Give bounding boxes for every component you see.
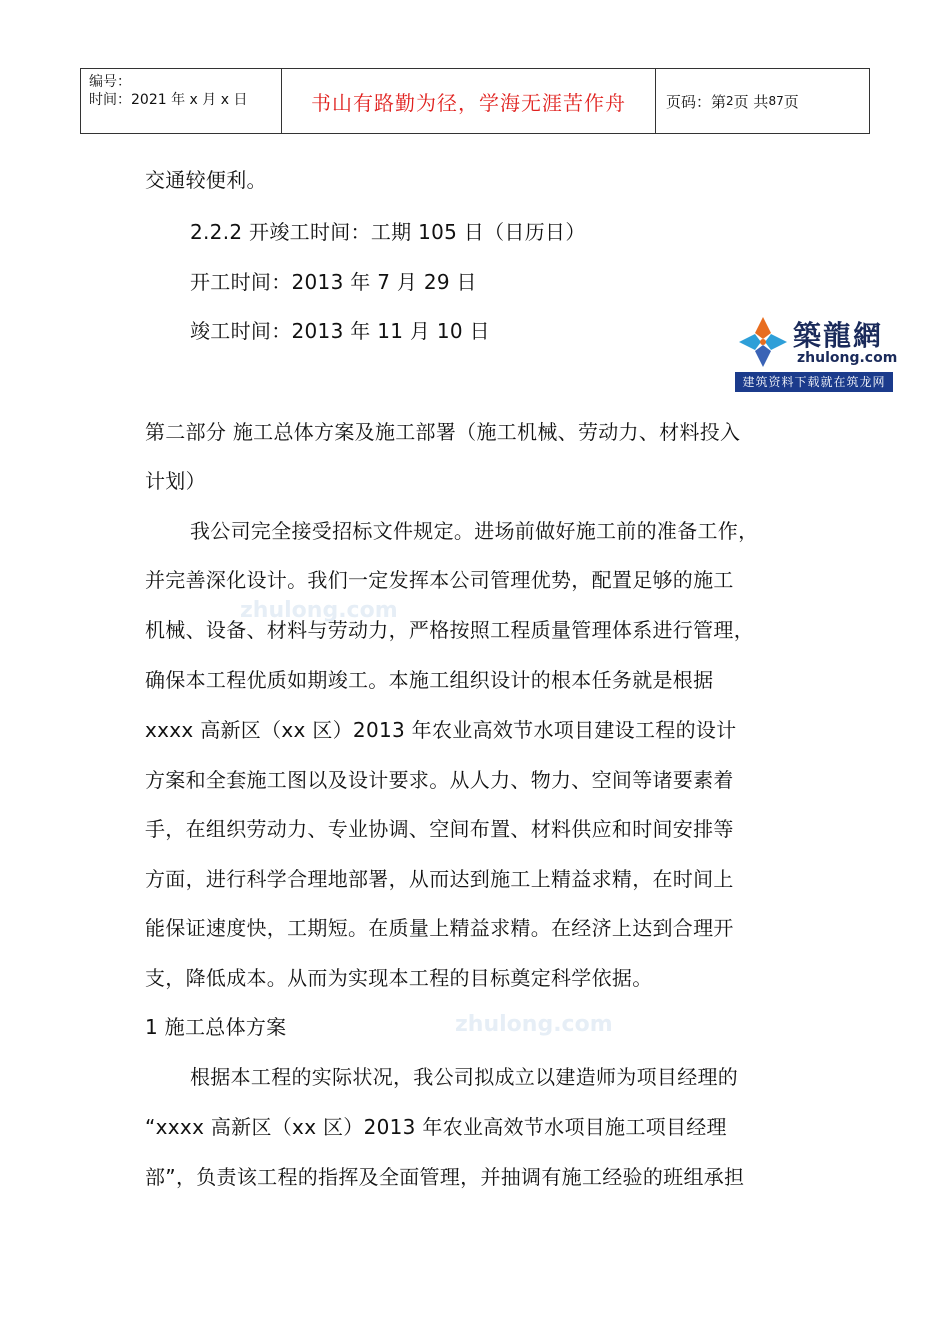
motto-cell xyxy=(282,69,656,133)
page-prefix: 页码：第 xyxy=(666,92,727,111)
body-line: 部”，负责该工程的指挥及全面管理，并抽调有施工经验的班组承担 xyxy=(145,1165,745,1189)
body-line: 机械、设备、材料与劳动力，严格按照工程质量管理体系进行管理， xyxy=(145,618,754,642)
section-heading: 第二部分 施工总体方案及施工部署（施工机械、劳动力、材料投入 xyxy=(145,420,741,444)
body-line: 2.2.2 开竣工时间：工期 105 日（日历日） xyxy=(190,220,586,244)
body-line: 交通较便利。 xyxy=(145,168,267,192)
serial-label: 编号： xyxy=(89,74,131,90)
logo-band: 建筑资料下载就在筑龙网 xyxy=(735,372,893,392)
body-line: “xxxx 高新区（xx 区）2013 年农业高效节水项目施工项目经理 xyxy=(145,1115,727,1139)
body-line: 支，降低成本。从而为实现本工程的目标奠定科学依据。 xyxy=(145,966,653,990)
time-label: 时间：2021 年 x 月 x 日 xyxy=(89,92,248,108)
motto-text: 书山有路勤为径，学海无涯苦作舟 xyxy=(311,90,626,115)
body-line: 方面，进行科学合理地部署，从而达到施工上精益求精，在时间上 xyxy=(145,867,734,891)
body-line: 竣工时间：2013 年 11 月 10 日 xyxy=(190,319,490,343)
zhulong-logo xyxy=(735,312,898,392)
logo-english: zhulong.com xyxy=(797,350,898,366)
logo-emblem-icon xyxy=(735,313,791,371)
section-heading: 计划） xyxy=(145,469,206,493)
logo-top xyxy=(735,312,898,372)
body-line: 根据本工程的实际状况，我公司拟成立以建造师为项目经理的 xyxy=(190,1065,739,1089)
page-number-cell xyxy=(656,69,869,133)
body-line: 并完善深化设计。我们一定发挥本公司管理优势，配置足够的施工 xyxy=(145,568,734,592)
section-heading: 1 施工总体方案 xyxy=(145,1015,287,1039)
body-line: 开工时间：2013 年 7 月 29 日 xyxy=(190,270,477,294)
page-current: 2 xyxy=(726,94,734,108)
body-line: 能保证速度快，工期短。在质量上精益求精。在经济上达到合理开 xyxy=(145,916,734,940)
page-mid: 页 共 xyxy=(733,92,769,111)
header-table xyxy=(80,68,870,134)
body-line: 方案和全套施工图以及设计要求。从人力、物力、空间等诸要素着 xyxy=(145,768,734,792)
body-line: 确保本工程优质如期竣工。本施工组织设计的根本任务就是根据 xyxy=(145,668,714,692)
watermark-text: zhulong.com xyxy=(455,1012,613,1037)
header-meta-cell xyxy=(81,69,282,133)
watermark-text: zhulong.com xyxy=(240,598,398,623)
page-total: 87 xyxy=(768,94,784,108)
body-line: 我公司完全接受招标文件规定。进场前做好施工前的准备工作， xyxy=(190,519,759,543)
body-line: 手，在组织劳动力、专业协调、空间布置、材料供应和时间安排等 xyxy=(145,817,734,841)
page-suffix: 页 xyxy=(783,92,799,111)
logo-chinese: 築龍網 xyxy=(793,319,884,352)
body-line: xxxx 高新区（xx 区）2013 年农业高效节水项目建设工程的设计 xyxy=(145,718,737,742)
